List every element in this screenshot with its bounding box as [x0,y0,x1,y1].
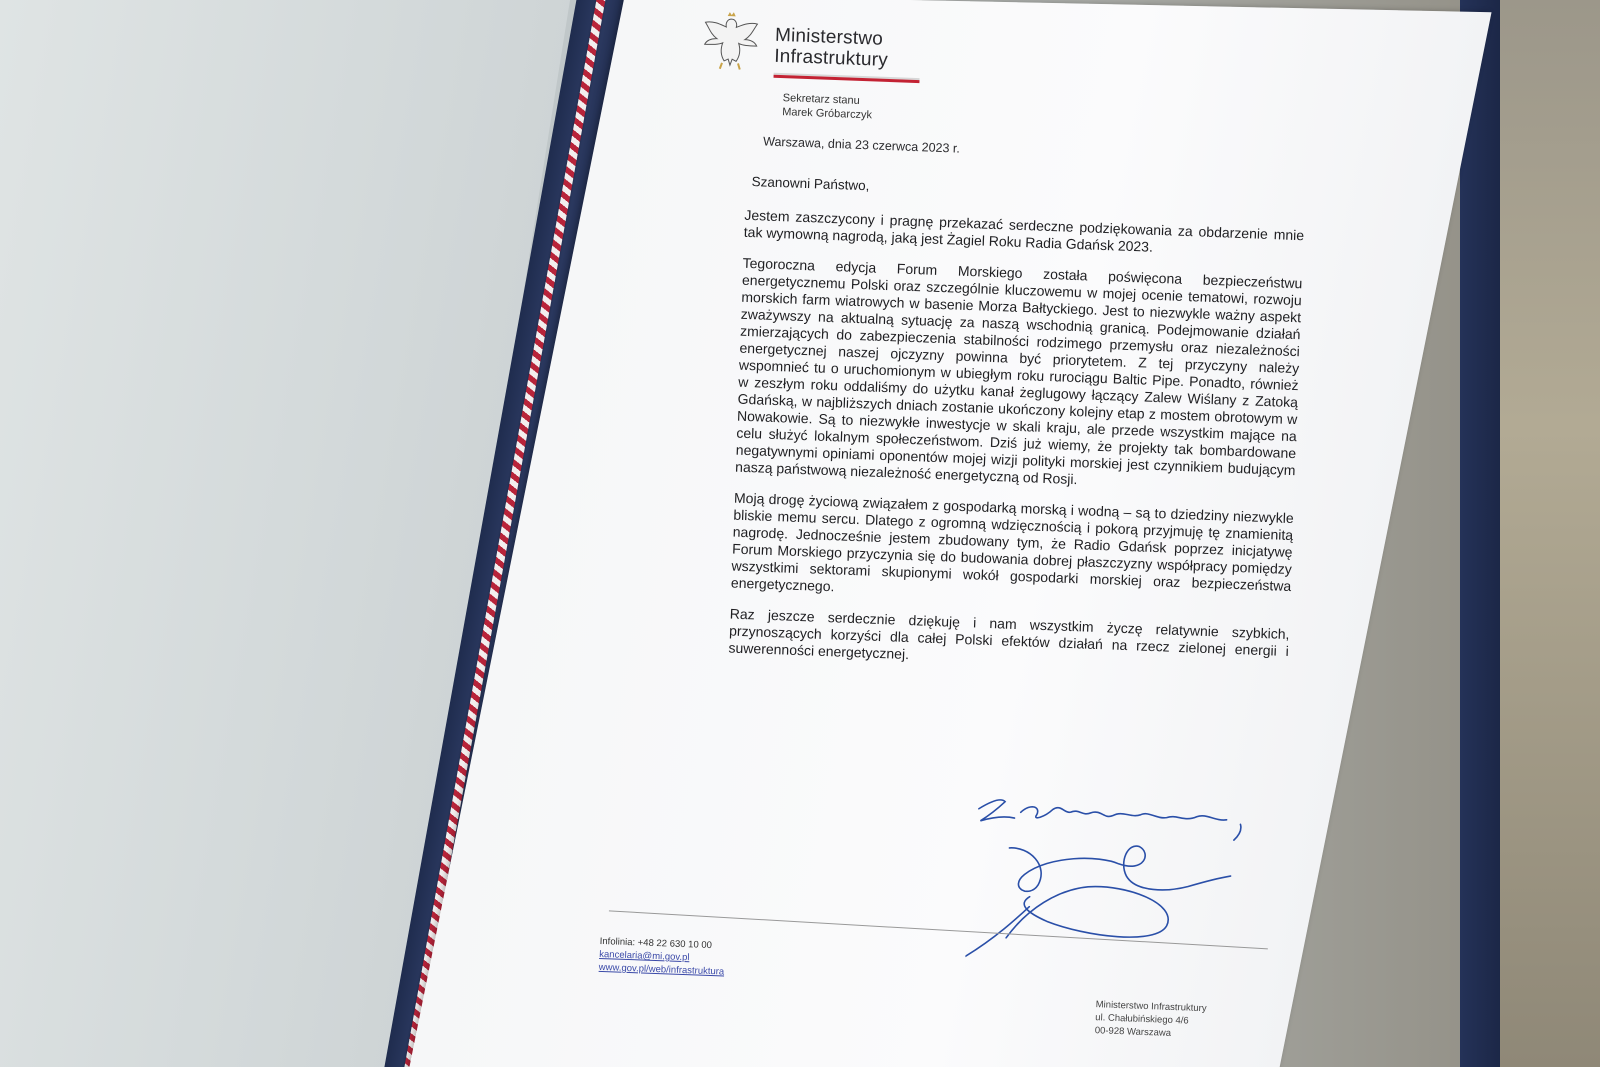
paragraph-1: Jestem zaszczycony i pragnę przekazać serdeczne podziękowania za obdarzenie mnie tak wymowną nagrodą, jaką jest Żagiel Roku Radia Gdańsk 2023. [743,206,1305,255]
paragraph-2: Tegoroczna edycja Forum Morskiego została poświęcona bezpieczeństwu energetycznemu Polski oraz szczególnie kluczowemu w mojej ocenie tematowi, rozwoju morskich farm wiatrowych w basenie Morza Bałtyckiego. Jest to niezwykle ważny aspekt zważywszy na aktualną sytuację za naszą wschodnią granicą. Podejmowanie działań zmierzających do zabezpieczenia stabilności rodzimego przemysłu oraz niezależności energetycznej naszej ojczyzny powinna być priorytetem. Z tej przyczyny należy wspomnieć tu o uruchomionym w ubiegłym roku rurociągu Baltic Pipe. Ponadto, również w zeszłym roku oddaliśmy do użytku kanał żeglugowy łączący Zalew Wiślany z Zatoką Gdańską, w najbliższych dniach zostanie ukończony kolejny etap z mostem obrotowym w Nowakowie. Są to niezwykłe inwestycje w skali kraju, ale przede wszystkim mające na celu służyć lokalnym społeczeństwom. Dziś już wiemy, że projekty tak bombardowane negatywnymi opiniami oponentów mojej wizji polityki morskiej jest czynnikiem budującym naszą państwową niezależność energetyczną od Rosji. [734,254,1303,488]
paragraph-3: Moją drogę życiową związałem z gospodarką morską i wodną – są to dziedziny niezwykle bliskie memu sercu. Dlatego z ogromną wdzięcznością i pokorą przyjmuję tę znamienitą nagrodę. Jednocześnie jestem zbudowany tym, że Radio Gdańsk poprzez inicjatywę Forum Morskiego przyczynia się do budowania dobrej płaszczyzny współpracy pomiędzy wszystkimi sektorami skupionymi wokół gospodarki morskiej oraz bezpieczeństwa energetycznego. [730,489,1294,595]
infolinia-number: +48 22 630 10 00 [637,937,713,952]
letter-date: Warszawa, dnia 23 czerwca 2023 r. [762,134,961,156]
signatory-block [782,91,873,122]
ministry-name-line2: Infrastruktury [773,45,889,71]
letter-content [598,8,1340,1039]
address-line-1: Ministerstwo Infrastruktury [1095,999,1207,1015]
footer-email-link[interactable]: kancelaria@mi.gov.pl [599,948,690,964]
signatory-name: Marek Gróbarczyk [782,106,873,122]
folder-right-edge [1460,0,1500,1067]
ministry-name-line1: Ministerstwo [774,24,884,50]
letter-greeting: Szanowni Państwo, [751,174,870,194]
handwritten-signature [965,786,1291,978]
footer-address [1095,998,1207,1041]
footer-website-link[interactable]: www.gov.pl/web/infrastruktura [598,961,725,978]
address-line-2: ul. Chałubińskiego 4/6 [1095,1012,1189,1027]
signatory-position: Sekretarz stanu [782,92,860,107]
address-line-3: 00-928 Warszawa [1094,1025,1172,1039]
polish-eagle-emblem-icon [698,8,764,74]
paragraph-4: Raz jeszcze serdecznie dziękuję i nam wszystkim życzę relatywnie szybkich, przynoszących korzyści dla całej Polski efektów działań na rzecz zielonej energii i suwerenności energetycznej. [728,605,1290,663]
ministry-name [774,25,889,71]
footer-contact [599,935,726,979]
letterhead [696,8,1340,141]
signature-closing: Z poważaniem, [978,812,986,815]
background-surface [1500,0,1600,1067]
flag-stripe [773,73,919,83]
infolinia-label: Infolinia: [599,935,636,949]
